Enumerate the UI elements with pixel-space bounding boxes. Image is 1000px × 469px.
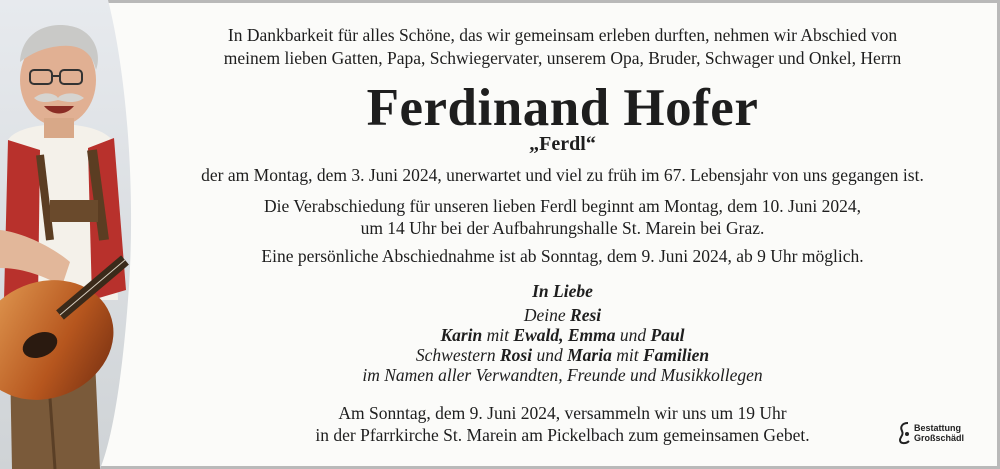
funeral-home-logo — [898, 420, 998, 446]
mourner-line-2 — [140, 325, 985, 345]
portrait-illustration — [0, 0, 135, 469]
mourner-name: Karin — [440, 325, 483, 345]
mourner-text: und — [615, 325, 651, 345]
mourners-list — [140, 305, 985, 385]
mourner-line-1 — [140, 305, 985, 325]
mourner-name: Paul — [650, 325, 685, 345]
mourner-text: Deine — [523, 305, 571, 325]
intro-line-2: meinem lieben Gatten, Papa, Schwiegervater, unserem Opa, Bruder, Schwager und Onkel, Herrn — [223, 48, 902, 68]
mourner-name: Familien — [642, 345, 710, 365]
farewell-notice — [140, 195, 985, 239]
farewell-line-2: um 14 Uhr bei der Aufbahrungshalle St. Marein bei Graz. — [360, 218, 765, 238]
viewing-notice: Eine persönliche Abschiednahme ist ab Sonntag, dem 9. Juni 2024, ab 9 Uhr möglich. — [261, 246, 864, 266]
intro-text — [140, 24, 985, 70]
obituary-text — [140, 0, 985, 469]
mourner-name: Rosi — [500, 345, 533, 365]
bestattung-logo-icon — [898, 421, 912, 445]
mourner-line-4: im Namen aller Verwandten, Freunde und Musikkollegen — [362, 365, 763, 385]
mourner-line-3 — [140, 345, 985, 365]
nickname: „Ferdl“ — [529, 133, 596, 155]
mourner-text: Schwestern — [415, 345, 500, 365]
mourner-text: mit — [482, 325, 514, 345]
passing-notice: der am Montag, dem 3. Juni 2024, unerwartet und viel zu früh im 67. Lebensjahr von uns gegangen ist. — [201, 165, 924, 185]
portrait-photo — [0, 0, 135, 469]
mourner-name: Ewald, Emma — [513, 325, 616, 345]
mourner-text: und — [532, 345, 568, 365]
logo-line-2: Großschädl — [914, 433, 965, 443]
prayer-line-1: Am Sonntag, dem 9. Juni 2024, versammeln wir uns um 19 Uhr — [338, 403, 787, 423]
mourner-name: Maria — [567, 345, 612, 365]
mourner-text: mit — [611, 345, 643, 365]
prayer-line-2: in der Pfarrkirche St. Marein am Pickelbach zum gemeinsamen Gebet. — [315, 425, 810, 445]
prayer-notice — [140, 402, 985, 446]
farewell-line-1: Die Verabschiedung für unseren lieben Ferdl beginnt am Montag, dem 10. Juni 2024, — [264, 196, 861, 216]
in-love-heading: In Liebe — [532, 281, 593, 301]
deceased-name: Ferdinand Hofer — [366, 79, 759, 137]
logo-line-1: Bestattung — [914, 423, 961, 433]
mourner-name: Resi — [570, 305, 602, 325]
intro-line-1: In Dankbarkeit für alles Schöne, das wir gemeinsam erleben durften, nehmen wir Abschied von — [227, 25, 898, 45]
